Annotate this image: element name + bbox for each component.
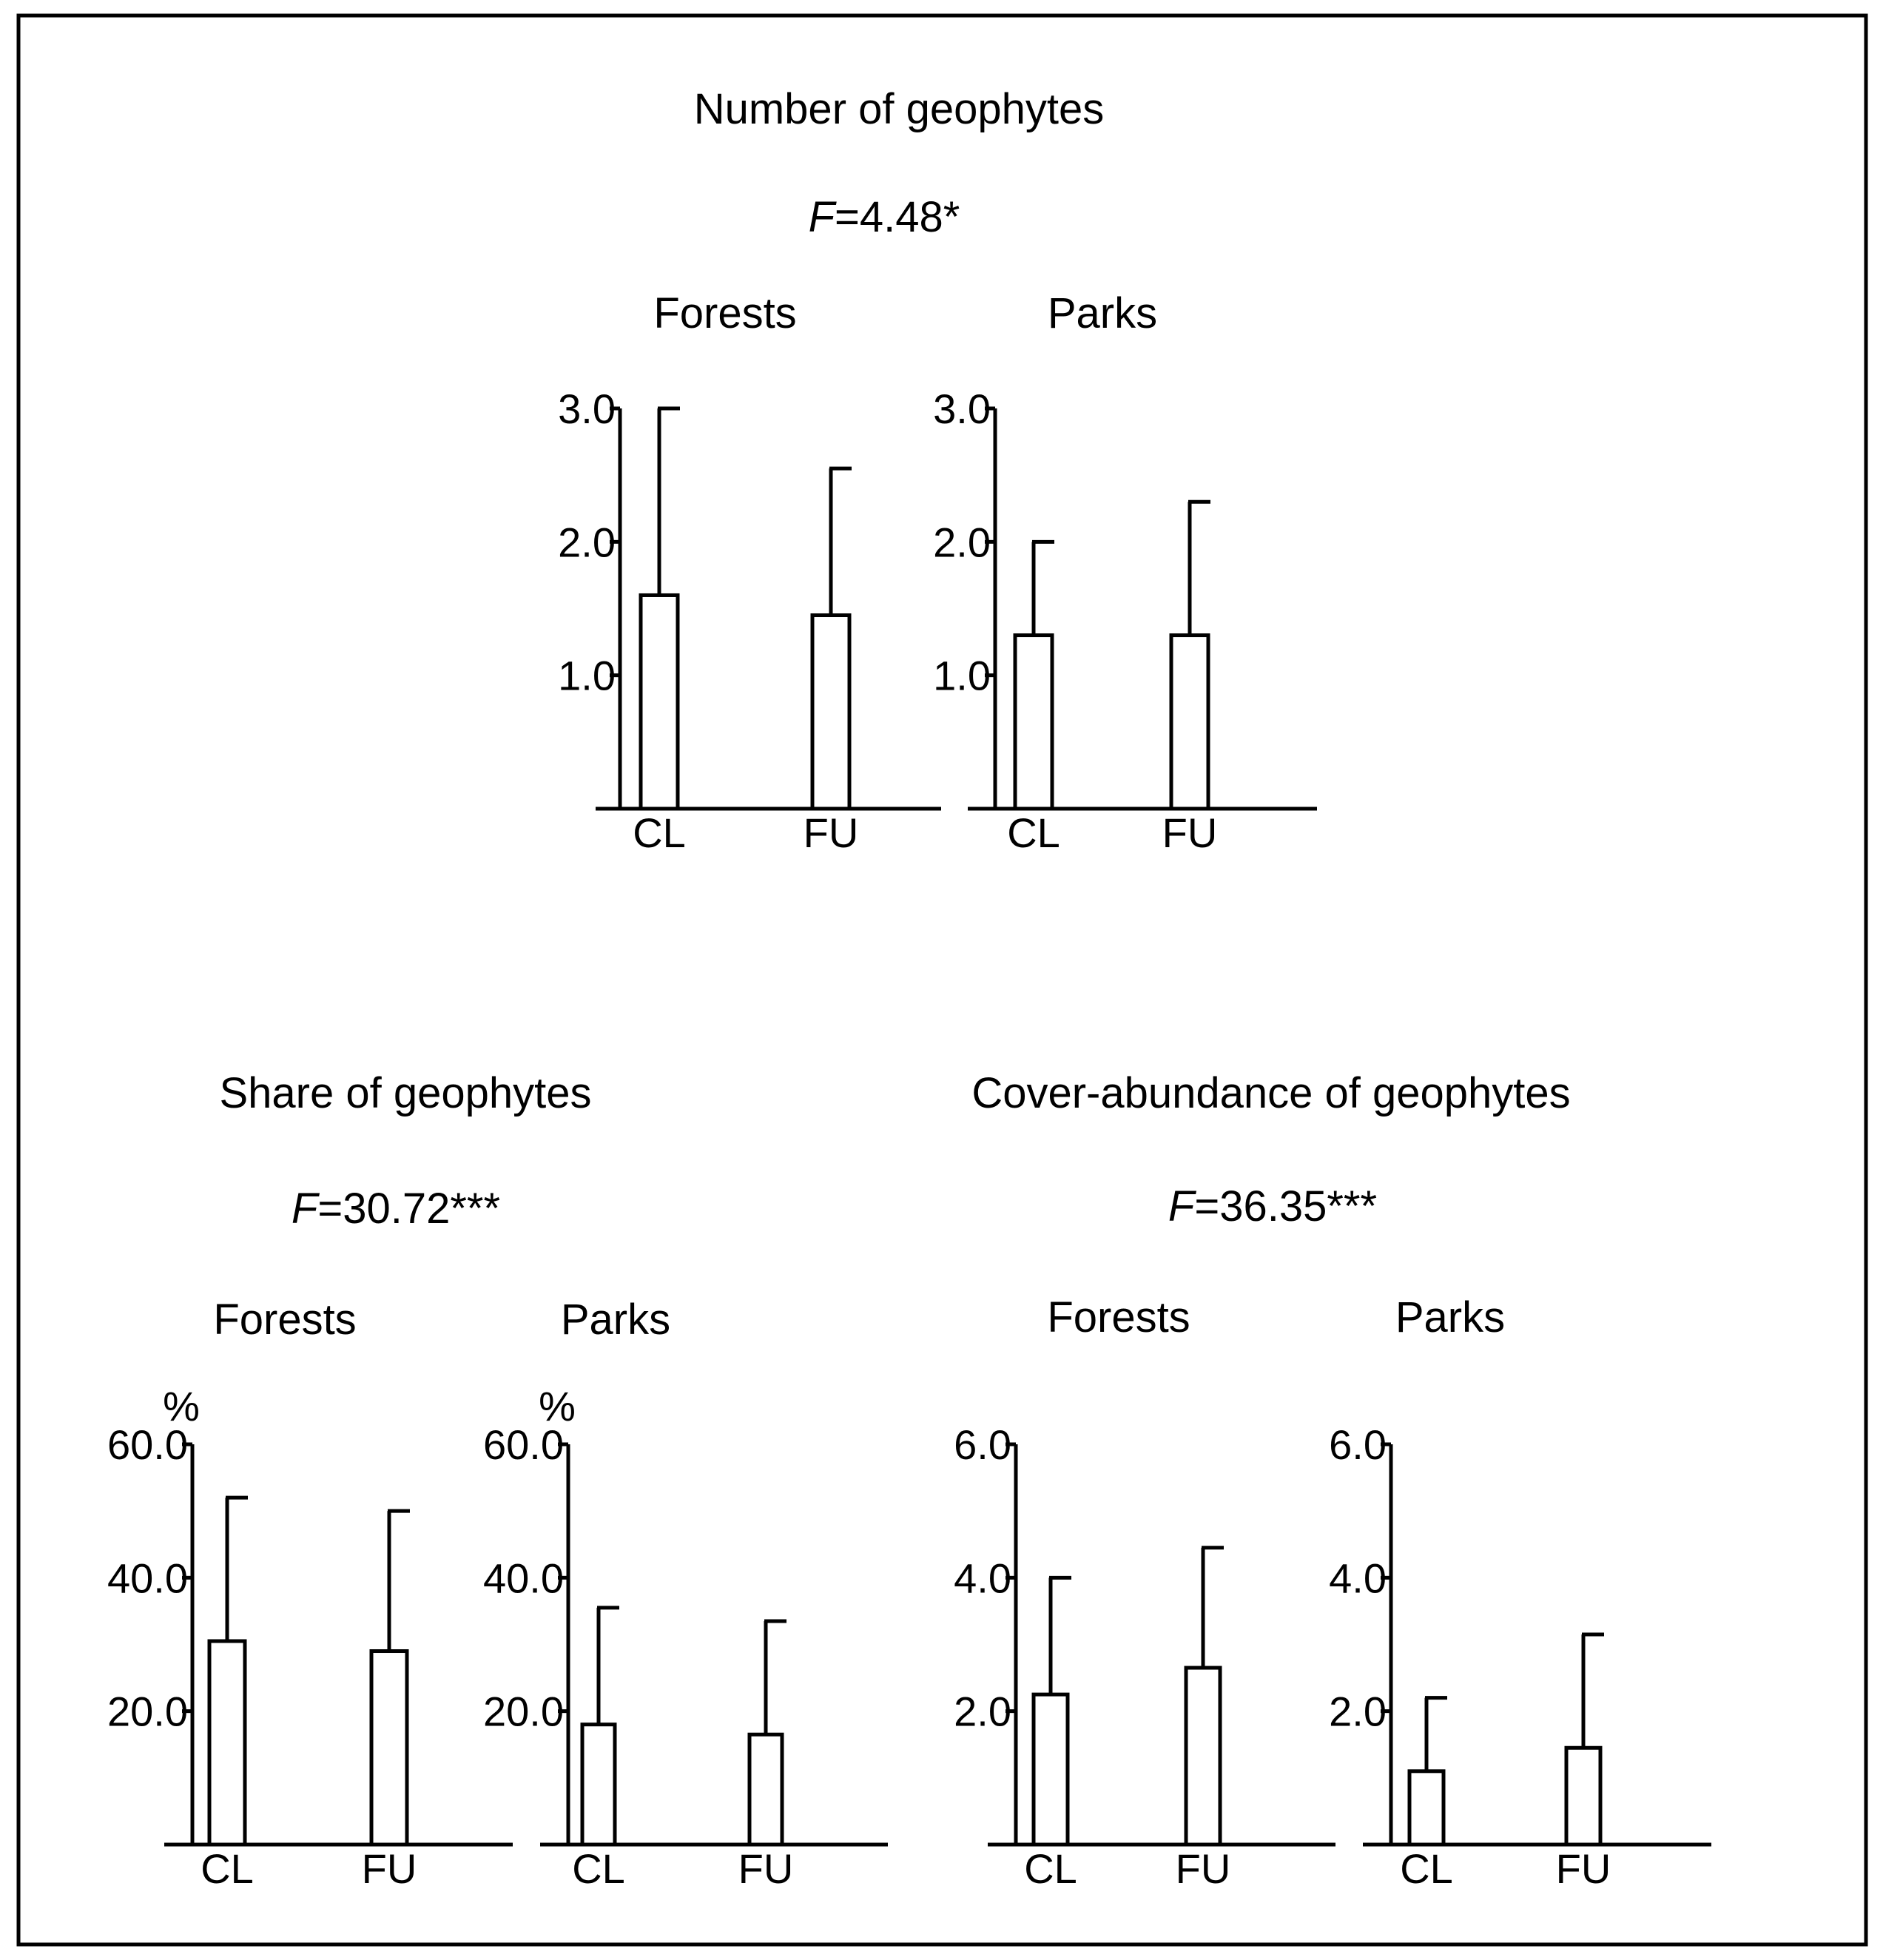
group-label-cover-forests: Forests bbox=[1047, 1293, 1190, 1341]
group-label-number-parks: Parks bbox=[1047, 289, 1158, 337]
x-category-label: FU bbox=[1162, 809, 1218, 856]
x-category-label: CL bbox=[1400, 1845, 1453, 1892]
x-category-label: CL bbox=[572, 1845, 625, 1892]
chart-cover-parks bbox=[1329, 1421, 1711, 1892]
y-tick-label: 3.0 bbox=[558, 385, 616, 432]
x-category-label: FU bbox=[361, 1845, 417, 1892]
y-tick-label: 60.0 bbox=[483, 1421, 564, 1468]
group-label-share-parks: Parks bbox=[560, 1296, 671, 1344]
bar-fu bbox=[812, 616, 849, 809]
panel-title-number: Number of geophytes bbox=[693, 85, 1105, 133]
y-tick-label: 40.0 bbox=[483, 1555, 564, 1602]
y-tick-label: 1.0 bbox=[558, 652, 616, 699]
panel-stat-share: F=30.72*** bbox=[291, 1185, 501, 1233]
y-unit-label: % bbox=[539, 1383, 576, 1429]
chart-share-forests bbox=[107, 1383, 513, 1892]
x-category-label: FU bbox=[803, 809, 859, 856]
chart-number-parks bbox=[933, 385, 1317, 856]
x-category-label: CL bbox=[1007, 809, 1060, 856]
x-category-label: FU bbox=[1175, 1845, 1231, 1892]
chart-share-parks bbox=[483, 1383, 888, 1892]
x-category-label: CL bbox=[201, 1845, 254, 1892]
group-label-cover-parks: Parks bbox=[1395, 1293, 1506, 1341]
y-tick-label: 2.0 bbox=[954, 1688, 1011, 1735]
bar-fu bbox=[371, 1651, 407, 1845]
bar-fu bbox=[750, 1734, 782, 1845]
panel-title-cover: Cover-abundance of geophytes bbox=[971, 1069, 1571, 1117]
chart-number-forests bbox=[558, 385, 941, 856]
y-tick-label: 6.0 bbox=[1329, 1421, 1387, 1468]
y-tick-label: 3.0 bbox=[933, 385, 991, 432]
y-unit-label: % bbox=[163, 1383, 200, 1429]
bar-cl bbox=[1409, 1771, 1444, 1845]
y-tick-label: 1.0 bbox=[933, 652, 991, 699]
y-tick-label: 40.0 bbox=[107, 1555, 188, 1602]
panel-title-share: Share of geophytes bbox=[219, 1069, 592, 1117]
panel-stat-cover: F=36.35*** bbox=[1168, 1182, 1378, 1230]
x-category-label: CL bbox=[633, 809, 686, 856]
y-tick-label: 2.0 bbox=[558, 519, 616, 566]
bar-fu bbox=[1171, 636, 1208, 809]
bar-cl bbox=[209, 1641, 245, 1845]
panel-stat-number: F=4.48* bbox=[808, 193, 960, 241]
bar-cl bbox=[641, 595, 678, 809]
figure-frame bbox=[18, 16, 1866, 1944]
y-tick-label: 20.0 bbox=[107, 1688, 188, 1735]
x-category-label: FU bbox=[738, 1845, 794, 1892]
bar-fu bbox=[1566, 1748, 1600, 1845]
y-tick-label: 2.0 bbox=[1329, 1688, 1387, 1735]
y-tick-label: 2.0 bbox=[933, 519, 991, 566]
bar-fu bbox=[1186, 1668, 1220, 1845]
bar-cl bbox=[582, 1725, 615, 1845]
group-label-share-forests: Forests bbox=[213, 1296, 357, 1344]
bar-cl bbox=[1034, 1694, 1068, 1845]
y-tick-label: 20.0 bbox=[483, 1688, 564, 1735]
y-tick-label: 60.0 bbox=[107, 1421, 188, 1468]
y-tick-label: 4.0 bbox=[1329, 1555, 1387, 1602]
x-category-label: FU bbox=[1555, 1845, 1611, 1892]
y-tick-label: 4.0 bbox=[954, 1555, 1011, 1602]
chart-cover-forests bbox=[954, 1421, 1335, 1892]
group-label-number-forests: Forests bbox=[653, 289, 797, 337]
bar-cl bbox=[1015, 636, 1052, 809]
y-tick-label: 6.0 bbox=[954, 1421, 1011, 1468]
x-category-label: CL bbox=[1024, 1845, 1077, 1892]
